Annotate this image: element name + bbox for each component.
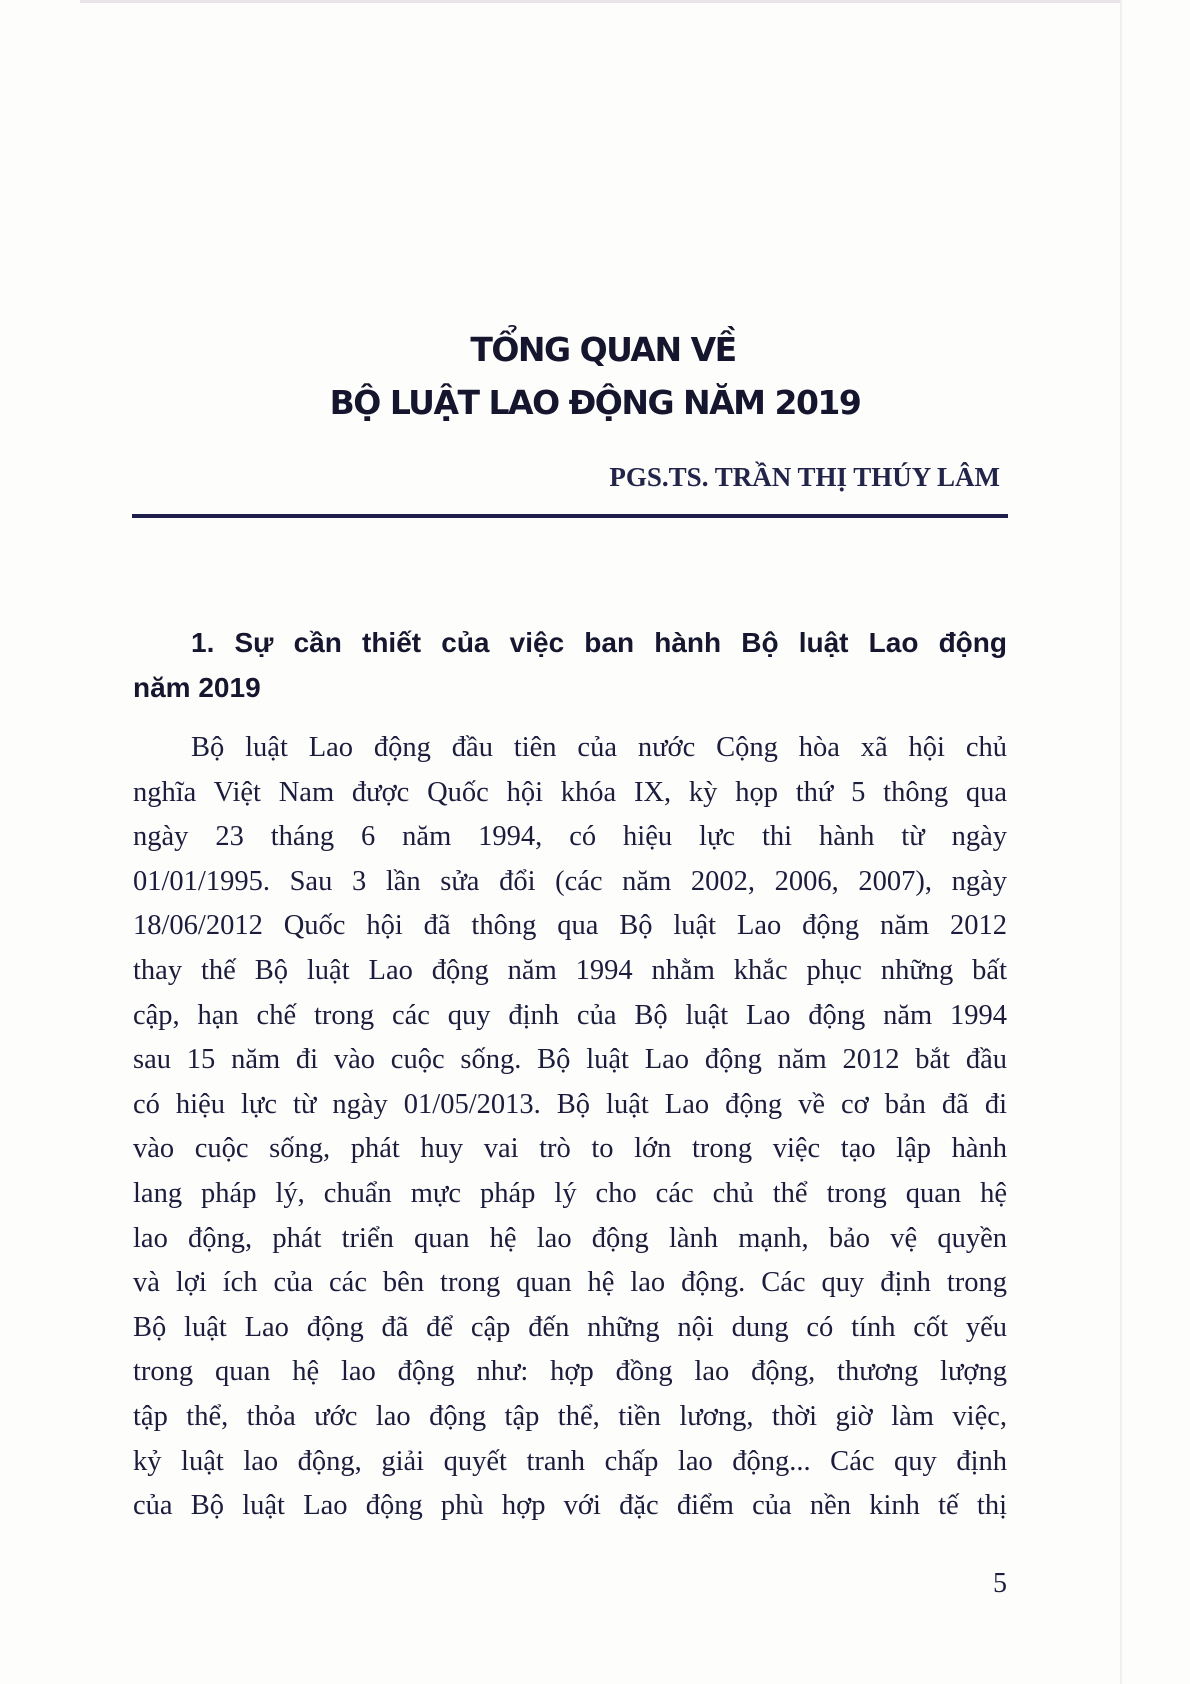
section-heading-line-1: 1. Sự cần thiết của việc ban hành Bộ luật Lao động — [191, 627, 1007, 658]
body-line: 18/06/2012 Quốc hội đã thông qua Bộ luật Lao động năm 2012 — [133, 910, 1007, 942]
body-line: của Bộ luật Lao động phù hợp với đặc điểm của nền kinh tế thị — [133, 1490, 1007, 1522]
body-line: 01/01/1995. Sau 3 lần sửa đổi (các năm 2002, 2006, 2007), ngày — [133, 865, 1007, 897]
body-line: vào cuộc sống, phát huy vai trò to lớn trong việc tạo lập hành — [133, 1133, 1007, 1165]
body-line: và lợi ích của các bên trong quan hệ lao động. Các quy định trong — [133, 1267, 1007, 1299]
body-line: Bộ luật Lao động đã để cập đến những nội dung có tính cốt yếu — [133, 1311, 1007, 1343]
body-line: trong quan hệ lao động như: hợp đồng lao động, thương lượng — [133, 1356, 1007, 1388]
page-number: 5 — [993, 1568, 1007, 1599]
body-line: tập thể, thỏa ước lao động tập thể, tiền lương, thời giờ làm việc, — [133, 1400, 1007, 1432]
body-line: thay thế Bộ luật Lao động năm 1994 nhằm khắc phục những bất — [133, 954, 1007, 986]
body-line: kỷ luật lao động, giải quyết tranh chấp lao động... Các quy định — [133, 1445, 1007, 1477]
body-line: nghĩa Việt Nam được Quốc hội khóa IX, kỳ họp thứ 5 thông qua — [133, 776, 1007, 808]
body-line: ngày 23 tháng 6 năm 1994, có hiệu lực thi hành từ ngày — [133, 821, 1007, 853]
body-line: Bộ luật Lao động đầu tiên của nước Cộng hòa xã hội chủ — [191, 732, 1007, 763]
page-edge-top — [80, 0, 1120, 3]
title-divider — [132, 514, 1008, 518]
author-name: PGS.TS. TRẦN THỊ THÚY LÂM — [609, 462, 1000, 492]
section-heading-line-2: năm 2019 — [133, 672, 261, 703]
body-line: lao động, phát triển quan hệ lao động lành mạnh, bảo vệ quyền — [133, 1222, 1007, 1254]
page-edge-right — [1120, 0, 1122, 1684]
chapter-title-line-2: BỘ LUẬT LAO ĐỘNG NĂM 2019 — [329, 383, 861, 422]
body-line: sau 15 năm đi vào cuộc sống. Bộ luật Lao động năm 2012 bắt đầu — [133, 1044, 1007, 1076]
body-line: cập, hạn chế trong các quy định của Bộ luật Lao động năm 1994 — [133, 999, 1007, 1031]
body-line: lang pháp lý, chuẩn mực pháp lý cho các chủ thể trong quan hệ — [133, 1177, 1007, 1209]
body-line: có hiệu lực từ ngày 01/05/2013. Bộ luật Lao động về cơ bản đã đi — [133, 1088, 1007, 1120]
chapter-title-line-1: TỔNG QUAN VỀ — [470, 330, 736, 369]
body-paragraph — [133, 726, 1007, 1529]
